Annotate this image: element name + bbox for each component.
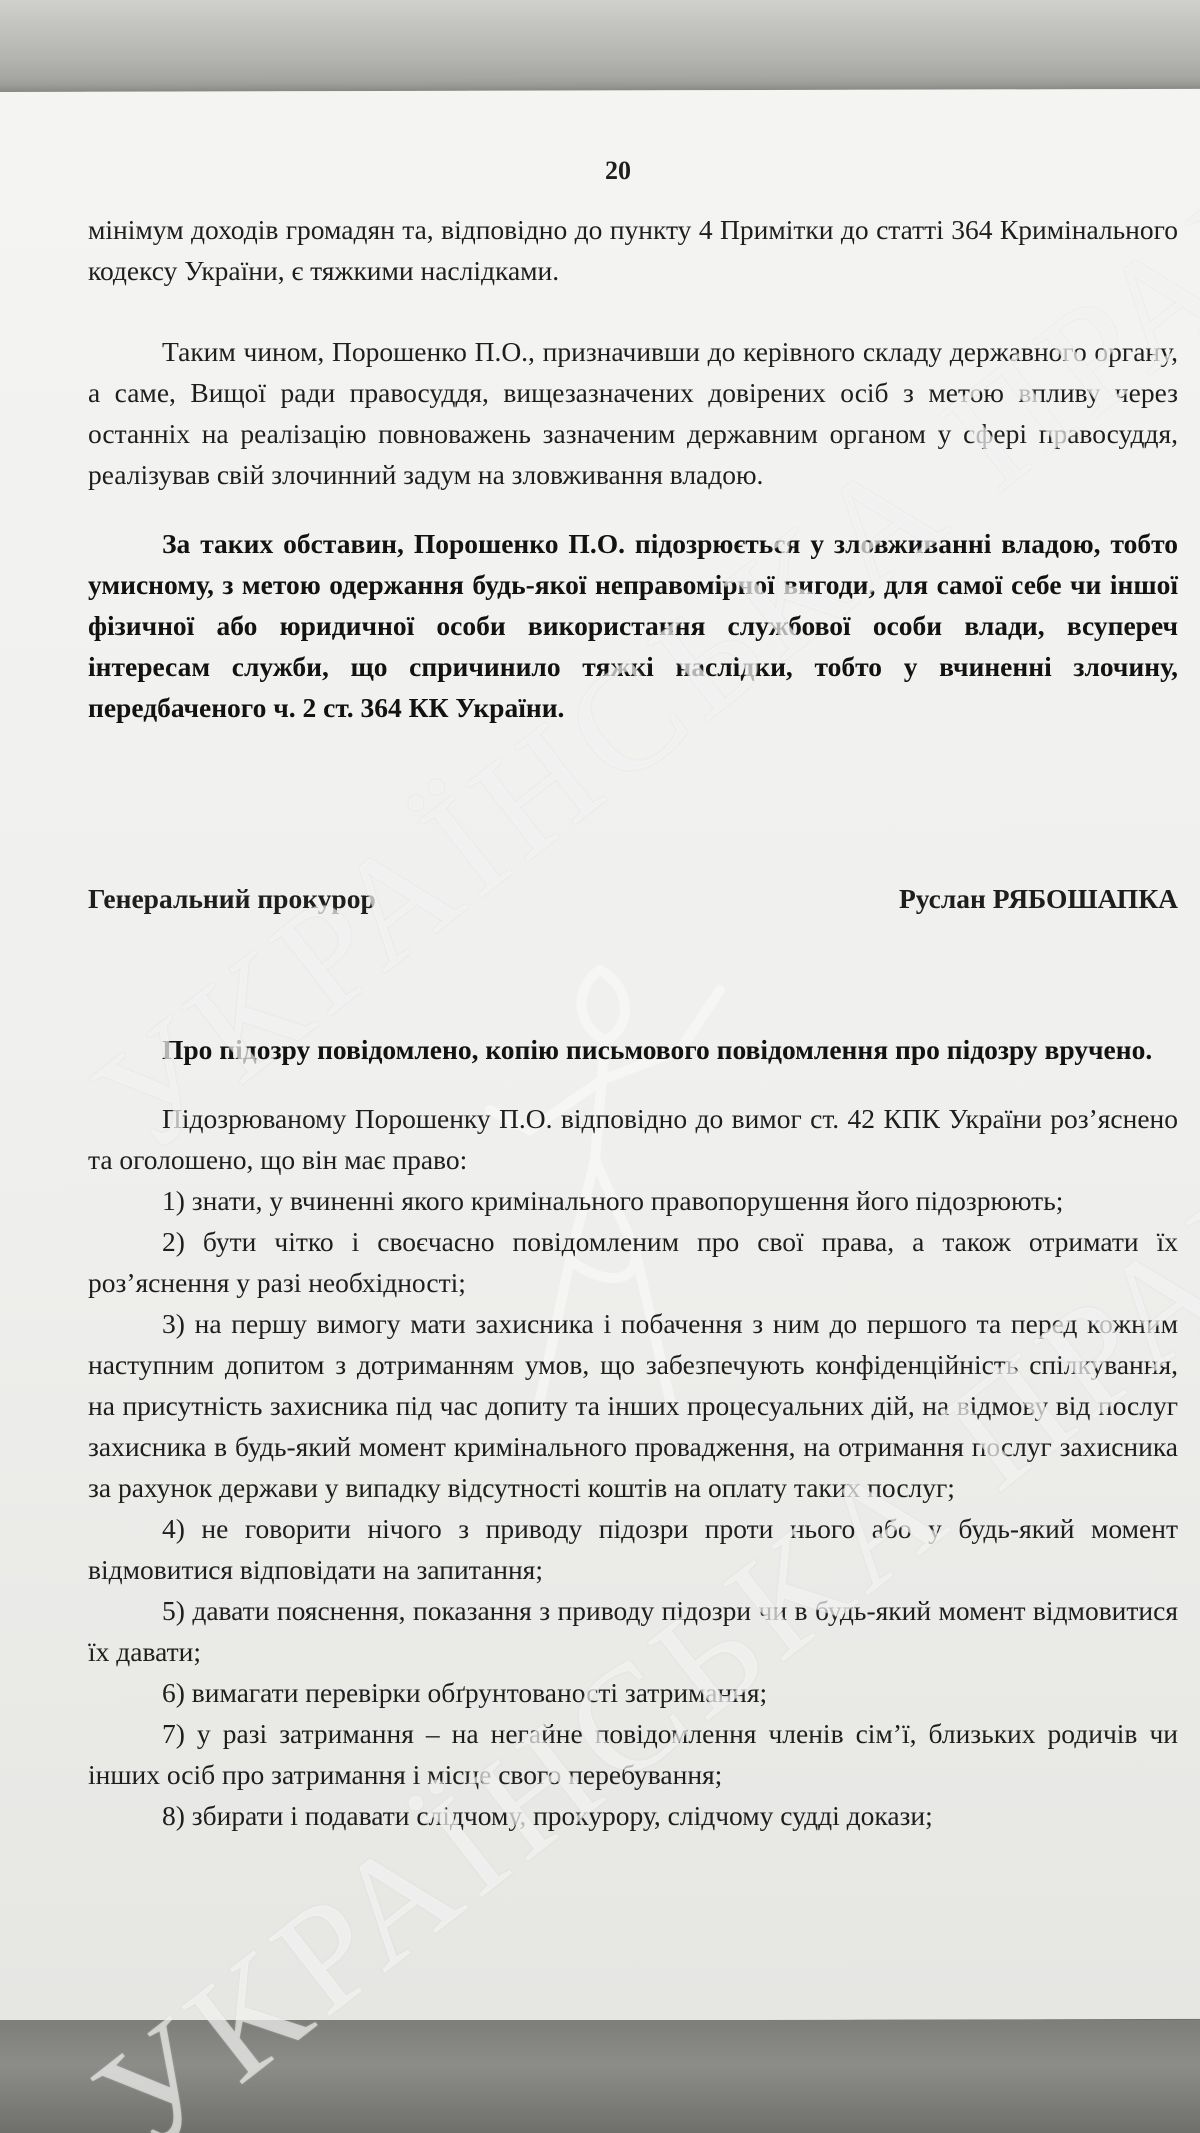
document-text bbox=[88, 150, 1178, 1836]
rights-item-7: 7) у разі затримання – на негайне повідомлення членів сім’ї, близьких родичів чи інших осіб про затримання і місце свого перебування; bbox=[88, 1718, 1178, 1790]
rights-intro: Підозрюваному Порошенку П.О. відповідно до вимог ст. 42 КПК України роз’яснено та оголошено, що він має право: bbox=[88, 1103, 1178, 1175]
rights-item-6: 6) вимагати перевірки обґрунтованості затримання; bbox=[162, 1677, 768, 1708]
rights-item-2: 2) бути чітко і своєчасно повідомленим про свої права, а також отримати їх роз’яснення у разі необхідності; bbox=[88, 1226, 1178, 1298]
rights-item-1: 1) знати, у вчиненні якого кримінального правопорушення його підозрюють; bbox=[162, 1185, 1064, 1216]
signature-name: Руслан РЯБОШАПКА bbox=[898, 883, 1178, 914]
paragraph-conclusion: Таким чином, Порошенко П.О., призначивши до керівного складу державного органу, а саме, Вищої ради правосуддя, вищезазначених довірених осіб з метою впливу через останніх на реалізацію повноважень зазначеним державним органом у сфері правосуддя, реалізував свій злочинний задум на зловживання владою. bbox=[88, 336, 1178, 490]
rights-item-3: 3) на першу вимогу мати захисника і побачення з ним до першого та перед кожним наступним допитом з дотриманням умов, що забезпечують конфіденційність спілкування, на присутність захисника під час допиту та інших процесуальних дій, на відмову від послуг захисника в будь-який момент кримінального провадження, на отримання послуг захисника за рахунок держави у випадку відсутності коштів на оплату таких послуг; bbox=[88, 1308, 1178, 1503]
notice-paragraph: Про підозру повідомлено, копію письмового повідомлення про підозру вручено. bbox=[162, 1034, 1153, 1065]
page-number: 20 bbox=[605, 156, 631, 185]
paragraph-suspicion: За таких обставин, Порошенко П.О. підозрюється у зловживанні владою, тобто умисному, з метою одержання будь-якої неправомірної вигоди, для самої себе чи іншої фізичної або юридичної особи використання службової особи влади, всупереч інтересам служби, що спричинило тяжкі наслідки, тобто у вчиненні злочину, передбаченого ч. 2 ст. 364 КК України. bbox=[88, 528, 1178, 723]
signature-block bbox=[88, 878, 1178, 919]
background-top bbox=[0, 0, 1200, 95]
rights-item-8: 8) збирати і подавати слідчому, прокурору, слідчому судді докази; bbox=[162, 1800, 933, 1831]
signature-position: Генеральний прокурор bbox=[88, 883, 376, 914]
paragraph-intro: мінімум доходів громадян та, відповідно до пункту 4 Примітки до статті 364 Кримінального кодексу України, є тяжкими наслідками. bbox=[88, 214, 1178, 286]
rights-item-5: 5) давати пояснення, показання з приводу підозри чи в будь-який момент відмовитися їх давати; bbox=[88, 1595, 1178, 1667]
rights-item-4: 4) не говорити нічого з приводу підозри проти нього або у будь-який момент відмовитися відповідати на запитання; bbox=[88, 1513, 1178, 1585]
background-bottom bbox=[0, 2020, 1200, 2133]
